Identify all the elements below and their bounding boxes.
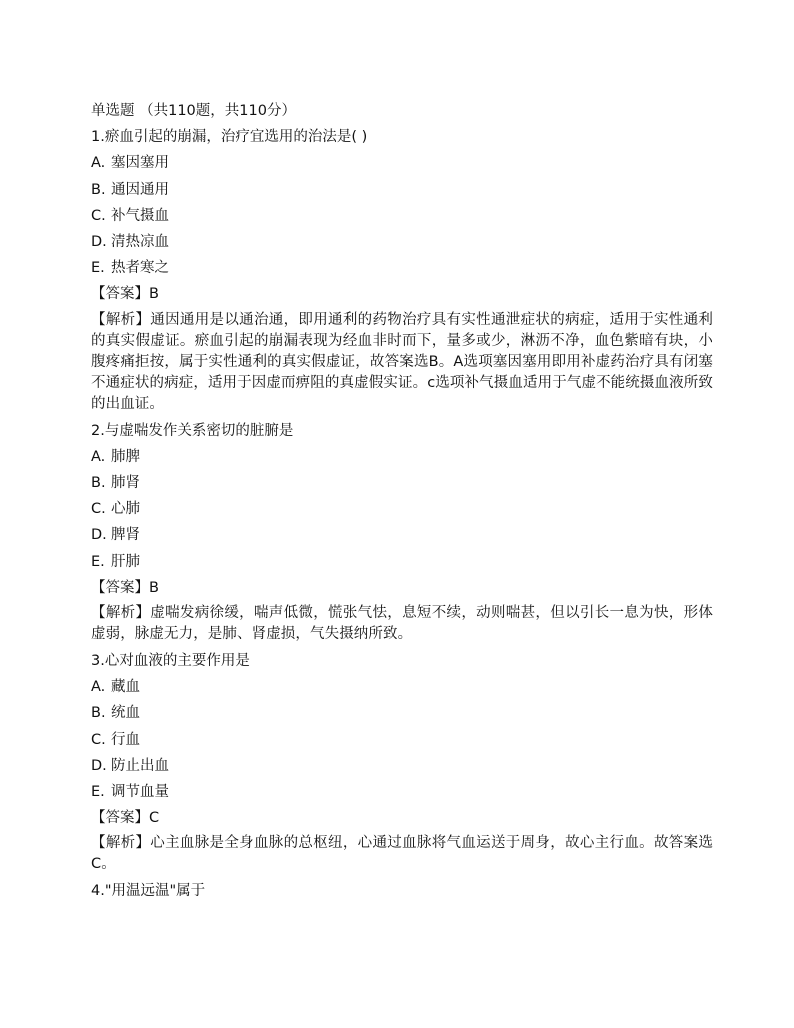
analysis: 【解析】虚喘发病徐缓，喘声低微，慌张气怯，息短不续，动则喘甚，但以引长一息为快，形体虚弱，脉虚无力，是肺、肾虚损，气失摄纳所致。 — [91, 605, 713, 643]
answer: 【答案】B — [91, 579, 159, 596]
question-stem: 3.心对血液的主要作用是 — [91, 653, 250, 670]
option-text: 肺脾 — [111, 448, 140, 465]
option-c — [91, 727, 713, 753]
option-c — [91, 203, 713, 229]
option-text: 肺肾 — [111, 475, 140, 492]
question-stem: 1.瘀血引起的崩漏，治疗宜选用的治法是( ) — [91, 129, 368, 146]
option-letter: E. — [91, 553, 105, 570]
option-text: 补气摄血 — [111, 207, 169, 224]
option-letter: B. — [91, 181, 106, 198]
option-text: 通因通用 — [111, 181, 169, 198]
option-d — [91, 522, 713, 548]
option-letter: A. — [91, 679, 106, 696]
option-letter: C. — [91, 207, 106, 224]
option-letter: B. — [91, 705, 106, 722]
option-letter: E. — [91, 260, 105, 277]
option-letter: A. — [91, 448, 106, 465]
option-letter: A. — [91, 155, 106, 172]
analysis: 【解析】心主血脉是全身血脉的总枢纽，心通过血脉将气血运送于周身，故心主行血。故答案选C。 — [91, 835, 713, 873]
option-text: 防止出血 — [111, 757, 169, 774]
question-3 — [91, 648, 713, 875]
option-text: 塞因塞用 — [111, 155, 169, 172]
option-text: 统血 — [111, 705, 140, 722]
option-b — [91, 700, 713, 726]
answer: 【答案】B — [91, 286, 159, 303]
option-letter: B. — [91, 475, 106, 492]
option-e — [91, 255, 713, 281]
section-title: 单选题 （共110题，共110分） — [91, 103, 296, 119]
option-d — [91, 229, 713, 255]
answer: 【答案】C — [91, 810, 160, 827]
option-b — [91, 470, 713, 496]
option-a — [91, 150, 713, 176]
question-1 — [91, 124, 713, 414]
question-2 — [91, 418, 713, 645]
option-text: 清热凉血 — [111, 234, 169, 251]
question-4 — [91, 878, 713, 904]
option-letter: C. — [91, 501, 106, 518]
question-stem: 2.与虚喘发作关系密切的脏腑是 — [91, 422, 294, 439]
option-text: 藏血 — [111, 679, 140, 696]
option-letter: E. — [91, 784, 105, 801]
option-text: 心肺 — [111, 501, 140, 518]
option-d — [91, 753, 713, 779]
option-e — [91, 549, 713, 575]
option-letter: C. — [91, 731, 106, 748]
option-letter: D. — [91, 757, 107, 774]
option-text: 热者寒之 — [111, 260, 169, 277]
option-text: 脾肾 — [111, 527, 140, 544]
option-c — [91, 496, 713, 522]
option-e — [91, 779, 713, 805]
option-text: 肝肺 — [111, 553, 140, 570]
option-letter: D. — [91, 527, 107, 544]
option-a — [91, 674, 713, 700]
analysis: 【解析】通因通用是以通治通，即用通利的药物治疗具有实性通泄症状的病症，适用于实性通利的真实假虚证。瘀血引起的崩漏表现为经血非时而下，量多或少，淋沥不净，血色紫暗有块，小腹疼痛拒按，属于实性通利的真实假虚证，故答案选B。A选项塞因塞用即用补虚药治疗具有闭塞不通症状的病症，适用于因虚而痹阻的真虚假实证。c选项补气摄血适用于气虚不能统摄血液所致的出血证。 — [91, 311, 713, 412]
option-text: 调节血量 — [111, 784, 169, 801]
option-b — [91, 177, 713, 203]
option-text: 行血 — [111, 731, 140, 748]
option-letter: D. — [91, 234, 107, 251]
question-stem: 4."用温远温"属于 — [91, 883, 206, 900]
option-a — [91, 444, 713, 470]
exam-page — [91, 98, 713, 905]
